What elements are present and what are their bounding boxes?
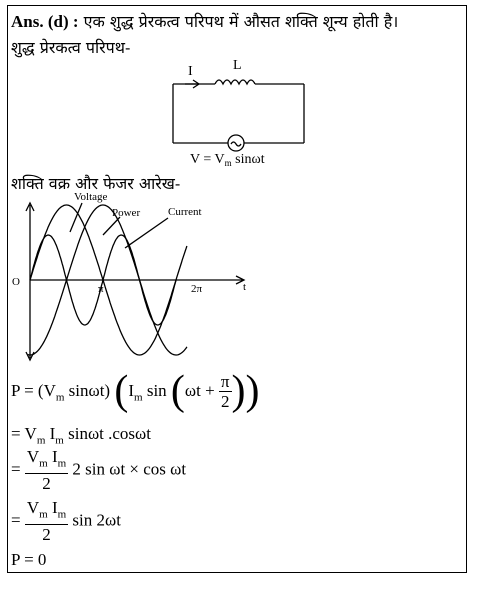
circuit-title: शुद्ध प्रेरकत्व परिपथ- bbox=[11, 38, 131, 57]
equation-1 bbox=[11, 368, 260, 415]
eq1-wt: ωt + bbox=[184, 380, 219, 400]
equation-5: P = 0 bbox=[11, 550, 47, 569]
eq1-inner-open-paren: ( bbox=[170, 368, 185, 415]
eq3-num-a: V bbox=[26, 447, 40, 466]
answer-label: Ans. (d) : bbox=[11, 12, 79, 31]
eq1-frac-den: 2 bbox=[220, 392, 230, 411]
eq4-num-b: I bbox=[47, 498, 58, 517]
eq4-fraction bbox=[25, 498, 68, 545]
eq2-b: I bbox=[45, 424, 56, 443]
eq3-num-b: I bbox=[47, 447, 58, 466]
eq1-close-paren: ) bbox=[245, 368, 260, 415]
circuit-diagram bbox=[173, 80, 304, 151]
eq4-frac-den: 2 bbox=[42, 525, 51, 545]
eq4-num-sub1: m bbox=[39, 508, 48, 521]
current-label: I bbox=[188, 64, 193, 79]
eq2-a: = V bbox=[11, 424, 37, 443]
pi-label: π bbox=[98, 283, 104, 295]
eq1-mid: sinωt) bbox=[64, 380, 111, 400]
source-label bbox=[190, 152, 265, 168]
source-label-text: V = V bbox=[190, 152, 225, 167]
two-pi-label: 2π bbox=[191, 283, 203, 295]
equation-4 bbox=[11, 498, 121, 545]
voltage-label: Voltage bbox=[74, 191, 108, 203]
eq4-frac-num bbox=[25, 498, 68, 525]
answer-statement: एक शुद्ध प्रेरकत्व परिपथ में औसत शक्ति शून्य होती है। bbox=[83, 12, 399, 31]
current-label-graph: Current bbox=[168, 206, 202, 218]
eq4-equals: = bbox=[11, 510, 21, 530]
eq1-I: I bbox=[128, 380, 135, 400]
origin-label: O bbox=[12, 276, 20, 288]
eq1-lhs: P = (V bbox=[11, 380, 56, 400]
source-label-tail: sinωt bbox=[231, 152, 265, 167]
eq1-sub: m bbox=[55, 391, 65, 404]
ac-wave-icon bbox=[231, 142, 241, 146]
graph-title: शक्ति वक्र और फेजर आरेख- bbox=[11, 174, 181, 193]
eq3-frac-num bbox=[25, 447, 68, 474]
eq3-rhs: 2 sin ωt × cos ωt bbox=[68, 459, 187, 479]
eq1-inner-close-paren: ) bbox=[231, 368, 246, 415]
eq1-fraction bbox=[219, 372, 232, 412]
power-label: Power bbox=[112, 207, 141, 219]
eq3-frac-den: 2 bbox=[42, 474, 51, 494]
eq1-open-paren: ( bbox=[114, 368, 129, 415]
inductor-label: L bbox=[233, 58, 242, 73]
eq1-frac-num: π bbox=[220, 372, 230, 391]
eq3-fraction bbox=[25, 447, 68, 494]
eq3-num-sub1: m bbox=[39, 457, 48, 470]
current-pointer bbox=[125, 218, 168, 248]
inductor-coil-icon bbox=[215, 80, 255, 84]
power-pointer bbox=[103, 217, 120, 235]
eq3-equals: = bbox=[11, 459, 21, 479]
eq4-num-a: V bbox=[26, 498, 40, 517]
waveform-graph bbox=[26, 203, 247, 360]
source-label-sub: m bbox=[224, 158, 232, 168]
equation-3 bbox=[11, 447, 186, 494]
t-label: t bbox=[243, 281, 247, 293]
eq4-num-sub2: m bbox=[57, 508, 67, 521]
eq2-sub1: m bbox=[36, 434, 46, 447]
eq2-c: sinωt .cosωt bbox=[63, 424, 151, 443]
equation-2 bbox=[11, 424, 151, 446]
eq3-num-sub2: m bbox=[57, 457, 67, 470]
eq1-I-sub: m bbox=[134, 391, 143, 404]
eq1-sin: sin bbox=[142, 380, 167, 400]
eq2-sub2: m bbox=[55, 434, 64, 447]
eq4-rhs: sin 2ωt bbox=[68, 510, 121, 530]
